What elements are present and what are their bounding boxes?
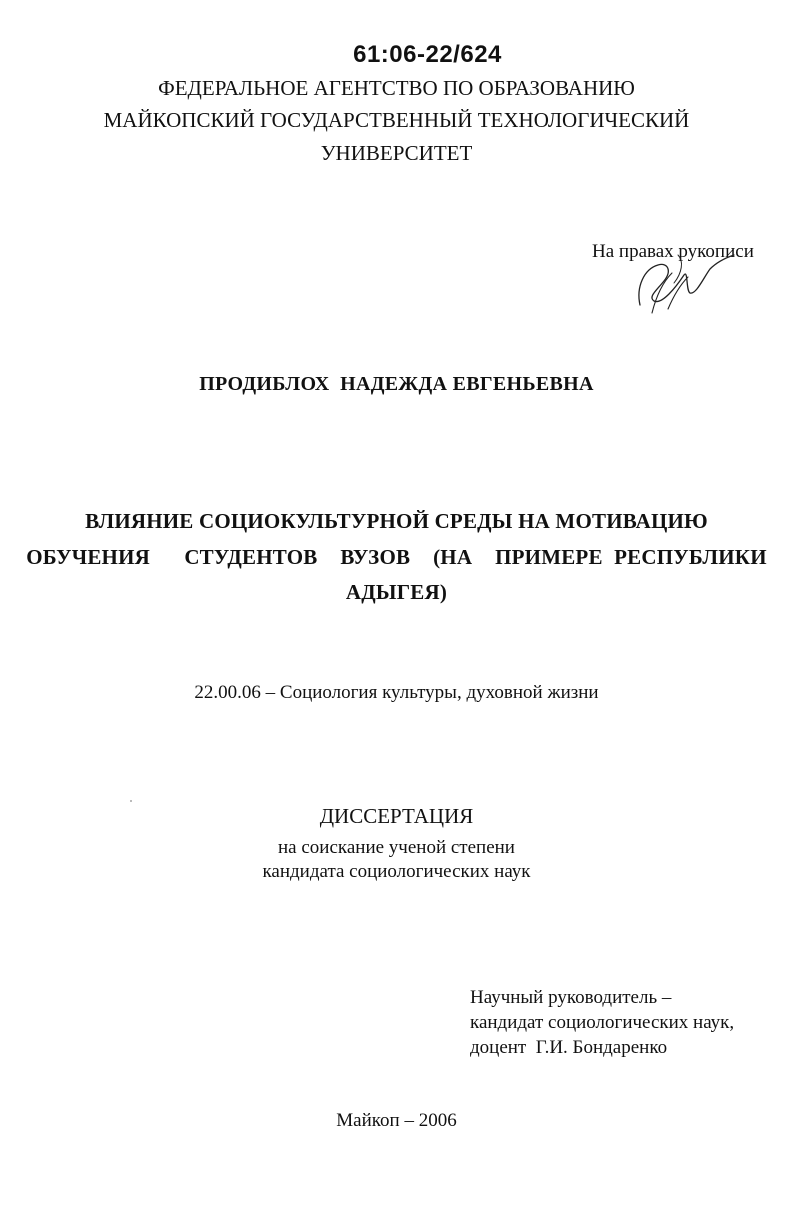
registry-code: 61:06-22/624 <box>353 41 502 68</box>
handwritten-signature <box>628 247 738 319</box>
degree-purpose-line2: кандидата социологических наук <box>262 861 531 882</box>
university-name-line2: УНИВЕРСИТЕТ <box>320 141 473 165</box>
agency-name: ФЕДЕРАЛЬНОЕ АГЕНТСТВО ПО ОБРАЗОВАНИЮ <box>158 76 635 100</box>
supervisor-name: доцент Г.И. Бондаренко <box>470 1037 668 1058</box>
supervisor-label: Научный руководитель – <box>470 987 672 1008</box>
author-name: ПРОДИБЛОХ НАДЕЖДА ЕВГЕНЬЕВНА <box>199 373 594 395</box>
university-name-line1: МАЙКОПСКИЙ ГОСУДАРСТВЕННЫЙ ТЕХНОЛОГИЧЕСКИЙ <box>103 108 690 132</box>
supervisor-degree: кандидат социологических наук, <box>470 1012 735 1033</box>
work-type: ДИССЕРТАЦИЯ <box>319 804 474 828</box>
specialty-code: 22.00.06 – Социология культуры, духовной жизни <box>194 682 599 703</box>
thesis-title-line1: ВЛИЯНИЕ СОЦИОКУЛЬТУРНОЙ СРЕДЫ НА МОТИВАЦИЮ <box>85 509 708 533</box>
thesis-title-line3: АДЫГЕЯ) <box>345 580 448 604</box>
thesis-title-line2: ОБУЧЕНИЯ СТУДЕНТОВ ВУЗОВ (НА ПРИМЕРЕ РЕСПУБЛИКИ <box>26 545 767 569</box>
place-and-year: Майкоп – 2006 <box>336 1110 457 1131</box>
scan-speck <box>130 800 132 802</box>
manuscript-rights-note: На правах рукописи <box>592 241 754 262</box>
degree-purpose-line1: на соискание ученой степени <box>278 837 515 858</box>
